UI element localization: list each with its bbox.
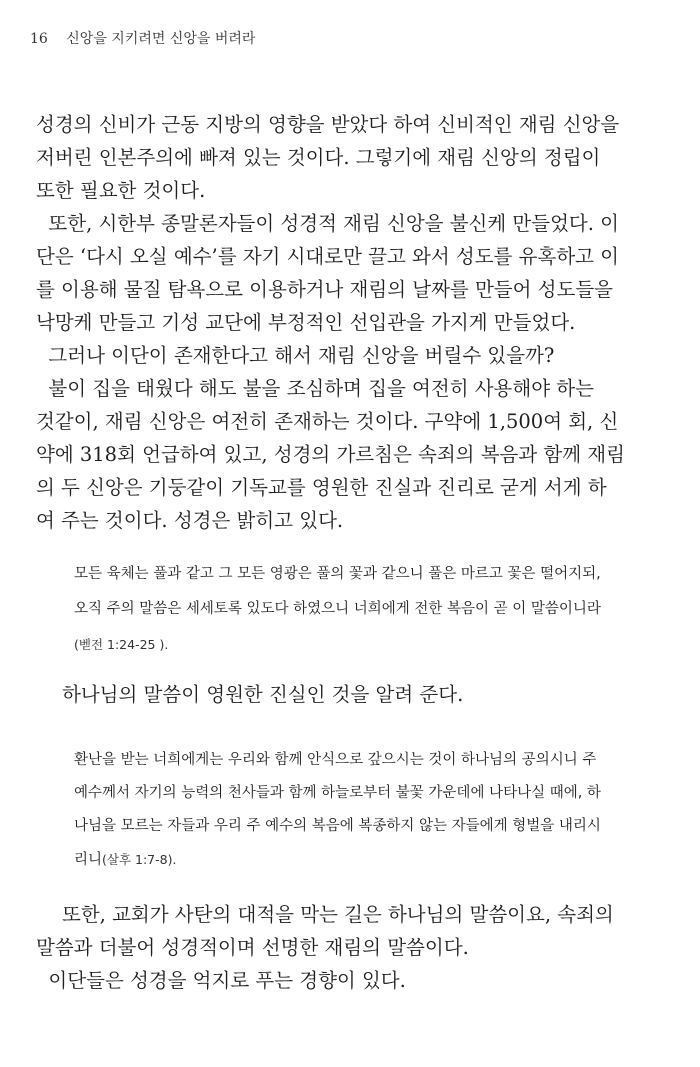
quote-line-last <box>74 843 674 877</box>
text-line: 의 두 신앙은 기둥같이 기독교를 영원한 진실과 진리로 굳게 서게 하 <box>36 476 607 499</box>
body-paragraph-3 <box>36 898 672 997</box>
running-title: 신앙을 지키려면 신앙을 버려라 <box>66 31 256 47</box>
text-line: 를 이용해 물질 탐욕으로 이용하거나 재림의 날짜를 만들어 성도들을 <box>36 278 614 301</box>
scripture-quote-1 <box>74 557 674 662</box>
quote-citation: (살후 1:7-8). <box>102 852 177 867</box>
text-line: 여 주는 것이다. 성경은 밝히고 있다. <box>36 509 344 532</box>
text-line: 또한, 교회가 사탄의 대적을 막는 길은 하나님의 말씀이요, 속죄의 <box>62 903 614 926</box>
text-line: 성경의 신비가 근동 지방의 영향을 받았다 하여 신비적인 재림 신앙을 <box>36 113 620 136</box>
text-line: 말씀과 더불어 성경적이며 선명한 재림의 말씀이다. <box>36 936 469 959</box>
text-line: 또한 필요한 것이다. <box>36 179 206 202</box>
text-line: 또한, 시한부 종말론자들이 성경적 재림 신앙을 불신케 만들었다. 이 <box>36 212 619 235</box>
text-line: 것같이, 재림 신앙은 여전히 존재하는 것이다. 구약에 1,500여 회, 신 <box>36 410 619 433</box>
quote-line: 환난을 받는 너희에게는 우리와 함께 안식으로 갚으시는 것이 하나님의 공의시니 주 <box>74 752 597 768</box>
text-line: 낙망케 만들고 기성 교단에 부정적인 선입관을 가지게 만들었다. <box>36 311 576 334</box>
text-line: 그러나 이단이 존재한다고 해서 재림 신앙을 버릴수 있을까? <box>36 344 555 367</box>
body-paragraph-2 <box>36 678 672 711</box>
quote-last-text: 리니 <box>74 852 103 868</box>
text-line: 이단들은 성경을 억지로 푸는 경향이 있다. <box>36 969 406 992</box>
quote-line: 나님을 모르는 자들과 우리 주 예수의 복음에 복종하지 않는 자들에게 형벌을 내리시 <box>74 818 601 834</box>
running-header <box>30 28 255 48</box>
text-line: 약에 318회 언급하여 있고, 성경의 가르침은 속죄의 복음과 함께 재림 <box>36 443 625 466</box>
body-paragraph-1 <box>36 108 672 537</box>
quote-line: 오직 주의 말씀은 세세토록 있도다 하였으니 너희에게 전한 복음이 곧 이 말씀이니라 <box>74 601 601 617</box>
text-line: 불이 집을 태웠다 해도 불을 조심하며 집을 여전히 사용해야 하는 <box>36 377 594 400</box>
quote-line: 모든 육체는 풀과 같고 그 모든 영광은 풀의 꽃과 같으니 풀은 마르고 꽃은 떨어지되, <box>74 566 601 582</box>
text-line: 하나님의 말씀이 영원한 진실인 것을 알려 준다. <box>62 683 464 706</box>
scripture-quote-2 <box>74 744 674 877</box>
text-line: 저버린 인본주의에 빠져 있는 것이다. 그렇기에 재림 신앙의 정립이 <box>36 146 601 169</box>
page-number: 16 <box>30 31 48 47</box>
quote-citation: (벧전 1:24-25 ). <box>74 637 169 652</box>
quote-line: 예수께서 자기의 능력의 천사들과 함께 하늘로부터 불꽃 가운데에 나타나실 때에, 하 <box>74 785 601 801</box>
text-line: 단은 ‘다시 오실 예수’를 자기 시대로만 끌고 와서 성도를 유혹하고 이 <box>36 245 619 268</box>
